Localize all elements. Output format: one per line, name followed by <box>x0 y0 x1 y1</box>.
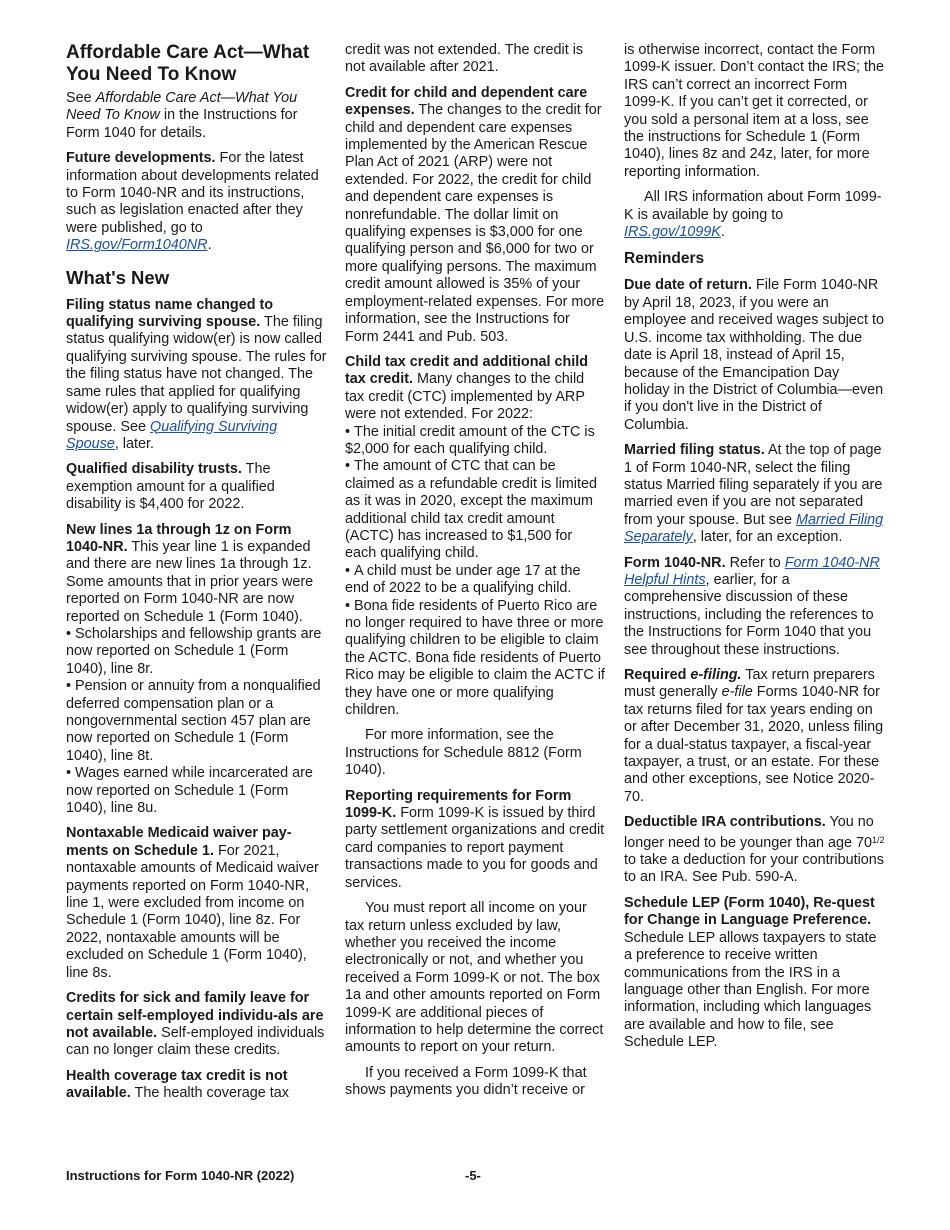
irs-1099k-info-paragraph: All IRS information about Form 1099-K is available by going to IRS.gov/1099K. <box>624 189 882 241</box>
aca-paragraph: See Affordable Care Act—What You Need To Know in the Instructions for Form 1040 for details. <box>66 90 298 141</box>
future-developments-paragraph: Future developments. For the latest information about developments related to Form 1040-NR and its instructions, such as legislation enacted after they were published, go to IRS.gov/Form1040NR. <box>66 150 319 254</box>
efiling-paragraph: Required e-filing. Tax return preparers must generally e-file Forms 1040-NR for tax returns filed for tax years ending on or after December 31, 2020, unless filing for a dual-status taxpayer, a fiscal-year taxpayer, a trust, or an estate. For these and other exceptions, see Notice 2020-70. <box>624 667 884 805</box>
list-item: • Scholarships and fellowship grants are now reported on Schedule 1 (Form 1040), line 8r. <box>66 626 328 678</box>
sick-leave-paragraph: Credits for sick and family leave for certain self-employed individu-als are not available. Self-employed individuals can no longer claim these credits. <box>66 990 325 1059</box>
incorrect-1099k-paragraph: If you received a Form 1099-K that shows payments you didn’t receive or <box>345 1064 587 1099</box>
qualifying-surviving-spouse-link[interactable]: Qualifying Surviving Spouse <box>66 418 278 452</box>
column-2 <box>345 42 607 1108</box>
new-lines-paragraph: New lines 1a through 1z on Form 1040-NR. This year line 1 is expanded and there are new lines 1a through 1z. Some amounts that in prior years were reported on Form 1040-NR are now reported on Schedule 1 (Form 1040). <box>66 521 314 625</box>
ctc-more-info-paragraph: For more information, see the Instructions for Schedule 8812 (Form 1040). <box>345 727 582 779</box>
page-number: -5- <box>465 1168 481 1183</box>
health-coverage-continued: credit was not extended. The credit is not available after 2021. <box>345 42 584 76</box>
child-tax-credit-paragraph: Child tax credit and additional child tax credit. Many changes to the child tax credit (CTC) implemented by ARP were not extended. For 2022: <box>345 353 589 423</box>
column-1 <box>66 42 328 1111</box>
form-1040nr-paragraph: Form 1040-NR. Refer to Form 1040-NR Helpful Hints, earlier, for a comprehensive discussion of these instructions, including the references to the Instructions for Form 1040 that you see throughout these instructions. <box>624 554 880 658</box>
future-developments-heading: Future developments. <box>66 150 216 167</box>
report-income-paragraph: You must report all income on your tax return unless excluded by law, whether you received the income electronically or not, and whether you received a Form 1099-K or not. The box 1a and other amounts reported on Form 1099-K are additional pieces of information to help determine the correct amounts to report on your return. <box>345 900 604 1056</box>
one-half-fraction: 1/2 <box>872 834 885 845</box>
list-item: • Wages earned while incarcerated are now reported on Schedule 1 (Form 1040), line 8u. <box>66 765 328 817</box>
filing-status-paragraph: Filing status name changed to qualifying surviving spouse. The filing status qualifying widow(er) is now called qualifying surviving spouse. The rules for the filing status have not changed. The same rules that applied for qualifying widow(er) apply to qualifying surviving spouse. See Qualifying Surviving Spouse, later. <box>66 296 327 452</box>
column-3 <box>624 42 886 1060</box>
married-filing-paragraph: Married filing status. At the top of page 1 of Form 1040-NR, select the filing status Married filing separately if you are married even if you are not separated from your spouse. But see Married Filing Separately, later, for an exception. <box>624 442 884 546</box>
ira-paragraph: Deductible IRA contributions. You no longer need to be younger than age $70^{1/2}$ to take a deduction for your contributions to an IRA. See Pub. 590-A. <box>624 814 885 886</box>
list-item: • The initial credit amount of the CTC is $2,000 for each qualifying child. <box>345 424 607 459</box>
medicaid-paragraph: Nontaxable Medicaid waiver pay-ments on Schedule 1. For 2021, nontaxable amounts of Medicaid waiver payments reported on Form 1040-NR, line 1, were excluded from income on Schedule 1 (Form 1040), line 8z. For 2022, nontaxable amounts will be excluded on Schedule 1 (Form 1040), line 8s. <box>66 825 319 981</box>
reminders-heading: Reminders <box>624 250 705 268</box>
irs-1099k-link[interactable]: IRS.gov/1099K <box>624 224 721 241</box>
dependent-care-paragraph: Credit for child and dependent care expenses. The changes to the credit for child and dependent care expenses implemented by the American Rescue Plan Act of 2021 (ARP) were not extended. For 2022, the credit for child and dependent care expenses is nonrefundable. The dollar limit on qualifying expenses is $3,000 for one qualifying person and $6,000 for two or more qualifying persons. The maximum credit amount allowed is 35% of your employment-related expenses. For more information, see the Instructions for Form 2441 and Pub. 503. <box>345 84 605 345</box>
aca-heading: Affordable Care Act—What You Need To Know <box>66 42 310 85</box>
incorrect-1099k-continued: is otherwise incorrect, contact the Form 1099-K issuer. Don’t contact the IRS; the IRS can’t correct an incorrect Form 1099-K. If you can’t get it corrected, or you sold a personal item at a loss, see the instructions for Schedule 1 (Form 1040), lines 8z and 24z, later, for more reporting information. <box>624 42 884 180</box>
list-item: • Bona fide residents of Puerto Rico are no longer required to have three or more qualifying children to be eligible to claim the ACTC. Bona fide residents of Puerto Rico may be eligible to claim the ACTC if they have one or more qualifying children. <box>345 598 607 720</box>
whats-new-heading: What's New <box>66 266 170 288</box>
list-item: • The amount of CTC that can be claimed as a refundable credit is limited as it was in 2020, except the maximum additional child tax credit amount (ACTC) has increased to $1,500 for each qualifying child. <box>345 458 607 562</box>
married-filing-separately-link[interactable]: Married Filing Separately <box>624 511 884 546</box>
irs-form1040nr-link[interactable]: IRS.gov/Form1040NR <box>66 237 208 254</box>
helpful-hints-link[interactable]: Form 1040-NR Helpful Hints <box>624 554 880 588</box>
form-1099k-paragraph: Reporting requirements for Form 1099-K. Form 1099-K is issued by third party settlement organizations and credit card companies to report payment transactions made to you for goods and services. <box>345 787 605 891</box>
footer-title: Instructions for Form 1040-NR (2022) <box>66 1168 295 1183</box>
schedule-lep-paragraph: Schedule LEP (Form 1040), Re-quest for Change in Language Preference. Schedule LEP allows taxpayers to state a preference to receive written communications from the IRS in a language other than English. For more information, including which languages are available and how to file, see Schedule LEP. <box>624 894 877 1051</box>
disability-trusts-paragraph: Qualified disability trusts. The exemption amount for a qualified disability is $4,400 for 2022. <box>66 461 275 513</box>
list-item: • A child must be under age 17 at the end of 2022 to be a qualifying child. <box>345 563 607 598</box>
due-date-paragraph: Due date of return. File Form 1040-NR by April 18, 2023, if you were an employee and received wages subject to U.S. income tax withholding. The due date is April 18, instead of April 15, because of the Emancipation Day holiday in the District of Columbia—even if you don't live in the District of Columbia. <box>624 277 884 433</box>
health-coverage-paragraph: Health coverage tax credit is not available. The health coverage tax <box>66 1067 289 1102</box>
list-item: • Pension or annuity from a nonqualified deferred compensation plan or a nongovernmental section 457 plan are now reported on Schedule 1 (Form 1040), line 8t. <box>66 678 328 765</box>
